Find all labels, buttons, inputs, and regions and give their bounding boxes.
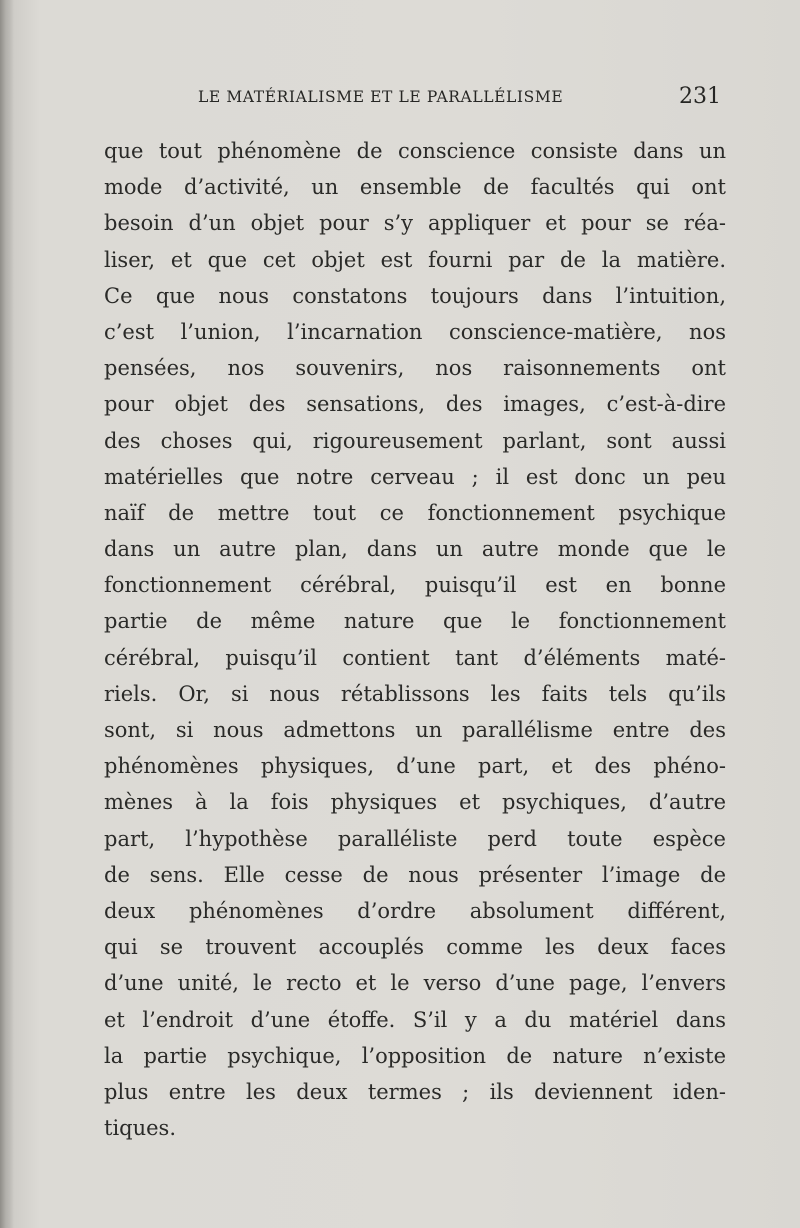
text-line: et l’endroit d’une étoffe. S’il y a du matériel dans <box>104 1007 726 1032</box>
text-line: besoin d’un objet pour s’y appliquer et pour se réa- <box>104 211 726 236</box>
text-line: cérébral, puisqu’il contient tant d’éléments maté- <box>104 645 726 670</box>
page-number: 231 <box>679 84 721 109</box>
text-line: part, l’hypothèse paralléliste perd toute espèce <box>104 826 726 851</box>
text-line: mènes à la fois physiques et psychiques, d’autre <box>104 790 726 815</box>
text-line: matérielles que notre cerveau ; il est donc un peu <box>104 464 726 489</box>
text-line: plus entre les deux termes ; ils deviennent iden- <box>104 1079 726 1104</box>
text-line: c’est l’union, l’incarnation conscience-matière, nos <box>104 319 726 344</box>
text-line: phénomènes physiques, d’une part, et des phéno- <box>104 754 726 779</box>
text-line: riels. Or, si nous rétablissons les faits tels qu’ils <box>104 681 726 706</box>
text-line: mode d’activité, un ensemble de facultés qui ont <box>104 175 726 200</box>
text-line: sont, si nous admettons un parallélisme entre des <box>104 718 726 742</box>
text-line: de sens. Elle cesse de nous présenter l’image de <box>104 862 726 887</box>
text-line: dans un autre plan, dans un autre monde que le <box>104 537 726 562</box>
text-line: d’une unité, le recto et le verso d’une page, l’envers <box>104 971 726 996</box>
text-line: partie de même nature que le fonctionnement <box>104 609 726 634</box>
binding-shadow <box>0 0 14 1228</box>
text-line: tiques. <box>104 1116 177 1141</box>
text-line: naïf de mettre tout ce fonctionnement psychique <box>104 500 726 525</box>
running-head <box>0 84 800 118</box>
body-text <box>104 133 726 1146</box>
text-line: que tout phénomène de conscience consiste dans un <box>104 139 726 163</box>
text-line: pour objet des sensations, des images, c’est-à-dire <box>104 392 726 417</box>
text-line: fonctionnement cérébral, puisqu’il est en bonne <box>104 573 726 598</box>
text-line: la partie psychique, l’opposition de nature n’existe <box>104 1043 726 1068</box>
text-line: qui se trouvent accouplés comme les deux faces <box>104 935 726 960</box>
text-line: pensées, nos souvenirs, nos raisonnements ont <box>104 356 726 381</box>
text-line: des choses qui, rigoureusement parlant, sont aussi <box>104 428 726 453</box>
text-line: liser, et que cet objet est fourni par de la matière. <box>104 247 726 272</box>
text-line: Ce que nous constatons toujours dans l’intuition, <box>104 283 726 308</box>
text-line: deux phénomènes d’ordre absolument différent, <box>104 898 726 923</box>
running-title: LE MATÉRIALISME ET LE PARALLÉLISME <box>198 88 564 106</box>
